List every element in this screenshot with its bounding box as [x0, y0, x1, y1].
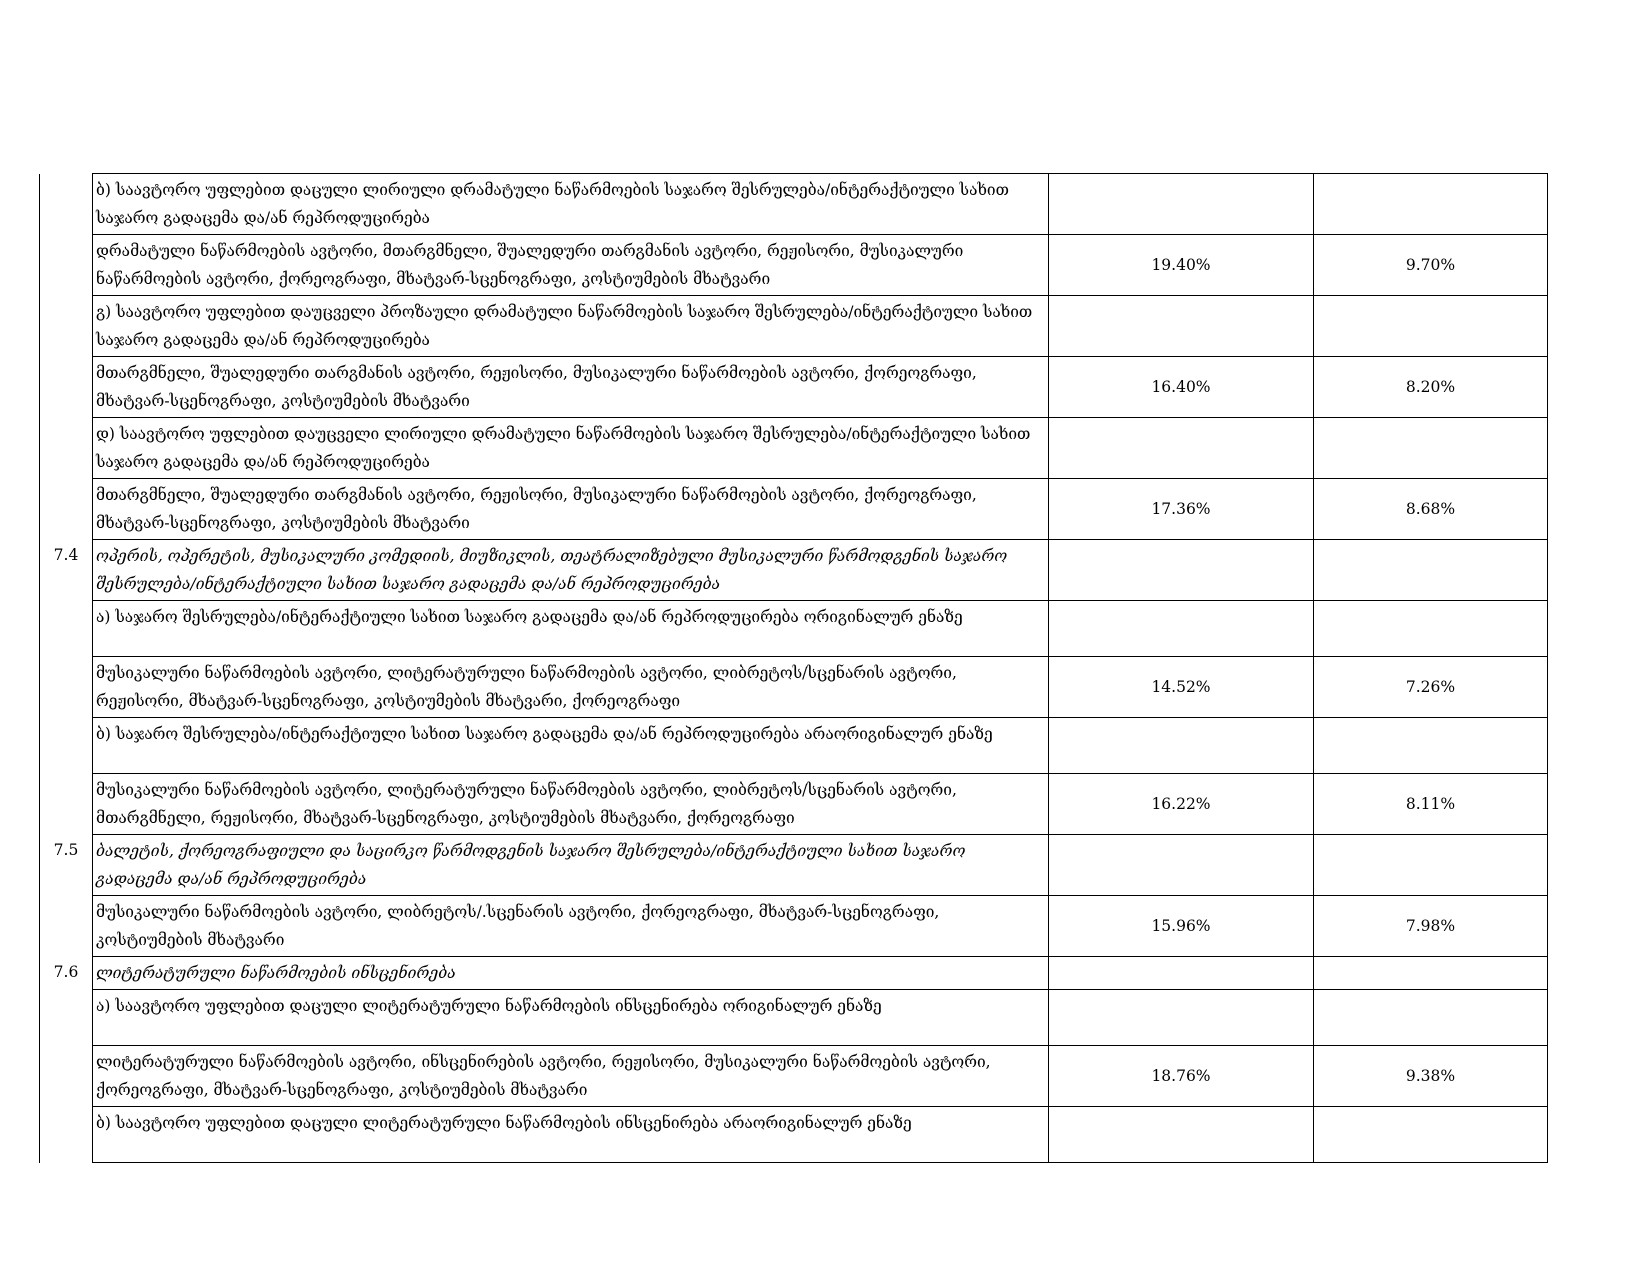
section-number [40, 1107, 93, 1163]
section-number [40, 479, 93, 540]
section-header-row [40, 540, 1548, 601]
section-number [40, 296, 93, 357]
row-description: მუსიკალური ნაწარმოების ავტორი, ლიბრეტოს/.სცენარის ავტორი, ქორეოგრაფი, მხატვარ-სცენოგრაფი, კოსტიუმების მხატვარი [93, 896, 1049, 957]
rate-cell-2 [1314, 418, 1548, 479]
row-description: მთარგმნელი, შუალედური თარგმანის ავტორი, რეჟისორი, მუსიკალური ნაწარმოების ავტორი, ქორეოგრაფი, მხატვარ-სცენოგრაფი, კოსტიუმების მხატვარი [93, 357, 1049, 418]
section-number [40, 774, 93, 835]
section-title: ოპერის, ოპერეტის, მუსიკალური კომედიის, მიუზიკლის, თეატრალიზებული მუსიკალური წარმოდგენის საჯარო შესრულება/ინტერაქტიული სახით საჯარო გადაცემა და/ან რეპროდუცირება [93, 540, 1049, 601]
royalty-rates-table [39, 173, 1548, 1163]
section-number [40, 174, 93, 235]
section-number [40, 601, 93, 657]
table-row [40, 657, 1548, 718]
section-title: ბალეტის, ქორეოგრაფიული და საცირკო წარმოდგენის საჯარო შესრულება/ინტერაქტიული სახით საჯარო გადაცემა და/ან რეპროდუცირება [93, 835, 1049, 896]
table-row [40, 174, 1548, 235]
section-number: 7.4 [40, 540, 93, 601]
rate-cell-1 [1049, 718, 1314, 774]
section-number [40, 418, 93, 479]
section-number [40, 235, 93, 296]
rate-cell-2: 8.11% [1314, 774, 1548, 835]
rate-cell-2 [1314, 835, 1548, 896]
rate-cell-1: 17.36% [1049, 479, 1314, 540]
table-row [40, 774, 1548, 835]
table-row [40, 357, 1548, 418]
rate-cell-1: 16.22% [1049, 774, 1314, 835]
row-description: ა) საავტორო უფლებით დაცული ლიტერატურული ნაწარმოების ინსცენირება ორიგინალურ ენაზე [93, 990, 1049, 1046]
table-row [40, 718, 1548, 774]
table-row [40, 1046, 1548, 1107]
table-row [40, 479, 1548, 540]
row-description: ბ) საჯარო შესრულება/ინტერაქტიული სახით საჯარო გადაცემა და/ან რეპროდუცირება არაორიგინალურ ენაზე [93, 718, 1049, 774]
rate-cell-2: 9.38% [1314, 1046, 1548, 1107]
row-description: ლიტერატურული ნაწარმოების ავტორი, ინსცენირების ავტორი, რეჟისორი, მუსიკალური ნაწარმოების ავტორი, ქორეოგრაფი, მხატვარ-სცენოგრაფი, კოსტიუმების მხატვარი [93, 1046, 1049, 1107]
rate-cell-2: 9.70% [1314, 235, 1548, 296]
table-row [40, 296, 1548, 357]
table-row [40, 1107, 1548, 1163]
rate-cell-1 [1049, 1107, 1314, 1163]
rate-cell-2 [1314, 174, 1548, 235]
section-number [40, 657, 93, 718]
row-description: ა) საჯარო შესრულება/ინტერაქტიული სახით საჯარო გადაცემა და/ან რეპროდუცირება ორიგინალურ ენაზე [93, 601, 1049, 657]
rate-cell-1: 19.40% [1049, 235, 1314, 296]
rate-cell-1 [1049, 601, 1314, 657]
row-description: მთარგმნელი, შუალედური თარგმანის ავტორი, რეჟისორი, მუსიკალური ნაწარმოების ავტორი, ქორეოგრაფი, მხატვარ-სცენოგრაფი, კოსტიუმების მხატვარი [93, 479, 1049, 540]
table-row [40, 896, 1548, 957]
table-row [40, 418, 1548, 479]
section-number [40, 1046, 93, 1107]
row-description: მუსიკალური ნაწარმოების ავტორი, ლიტერატურული ნაწარმოების ავტორი, ლიბრეტოს/სცენარის ავტორი, მთარგმნელი, რეჟისორი, მხატვარ-სცენოგრაფი, კოსტიუმების მხატვარი, ქორეოგრაფი [93, 774, 1049, 835]
table-row [40, 601, 1548, 657]
rate-cell-2: 8.68% [1314, 479, 1548, 540]
row-description: მუსიკალური ნაწარმოების ავტორი, ლიტერატურული ნაწარმოების ავტორი, ლიბრეტოს/სცენარის ავტორი, რეჟისორი, მხატვარ-სცენოგრაფი, კოსტიუმების მხატვარი, ქორეოგრაფი [93, 657, 1049, 718]
rate-cell-1: 16.40% [1049, 357, 1314, 418]
section-title: ლიტერატურული ნაწარმოების ინსცენირება [93, 957, 1049, 990]
rate-cell-1 [1049, 957, 1314, 990]
rate-cell-1: 18.76% [1049, 1046, 1314, 1107]
section-number: 7.5 [40, 835, 93, 896]
rate-cell-1: 15.96% [1049, 896, 1314, 957]
row-description: ბ) საავტორო უფლებით დაცული ლიტერატურული ნაწარმოების ინსცენირება არაორიგინალურ ენაზე [93, 1107, 1049, 1163]
rate-cell-1: 14.52% [1049, 657, 1314, 718]
section-number [40, 718, 93, 774]
rate-cell-2: 7.26% [1314, 657, 1548, 718]
rate-cell-1 [1049, 540, 1314, 601]
rate-cell-2 [1314, 601, 1548, 657]
rate-cell-2 [1314, 1107, 1548, 1163]
rate-cell-2 [1314, 990, 1548, 1046]
section-header-row [40, 835, 1548, 896]
section-number [40, 990, 93, 1046]
rate-cell-1 [1049, 418, 1314, 479]
rate-cell-2 [1314, 540, 1548, 601]
row-description: ბ) საავტორო უფლებით დაცული ლირიული დრამატული ნაწარმოების საჯარო შესრულება/ინტერაქტიული სახით საჯარო გადაცემა და/ან რეპროდუცირება [93, 174, 1049, 235]
section-number [40, 896, 93, 957]
section-header-row [40, 957, 1548, 990]
rate-cell-2 [1314, 718, 1548, 774]
rate-cell-1 [1049, 990, 1314, 1046]
rate-cell-2 [1314, 296, 1548, 357]
table-row [40, 990, 1548, 1046]
rate-cell-1 [1049, 835, 1314, 896]
row-description: დრამატული ნაწარმოების ავტორი, მთარგმნელი, შუალედური თარგმანის ავტორი, რეჟისორი, მუსიკალური ნაწარმოების ავტორი, ქორეოგრაფი, მხატვარ-სცენოგრაფი, კოსტიუმების მხატვარი [93, 235, 1049, 296]
table-row [40, 235, 1548, 296]
rate-cell-2: 7.98% [1314, 896, 1548, 957]
rate-cell-1 [1049, 174, 1314, 235]
row-description: გ) საავტორო უფლებით დაუცველი პროზაული დრამატული ნაწარმოების საჯარო შესრულება/ინტერაქტიული სახით საჯარო გადაცემა და/ან რეპროდუცირება [93, 296, 1049, 357]
section-number: 7.6 [40, 957, 93, 990]
rate-cell-2 [1314, 957, 1548, 990]
rate-cell-2: 8.20% [1314, 357, 1548, 418]
section-number [40, 357, 93, 418]
row-description: დ) საავტორო უფლებით დაუცველი ლირიული დრამატული ნაწარმოების საჯარო შესრულება/ინტერაქტიული სახით საჯარო გადაცემა და/ან რეპროდუცირება [93, 418, 1049, 479]
rate-cell-1 [1049, 296, 1314, 357]
